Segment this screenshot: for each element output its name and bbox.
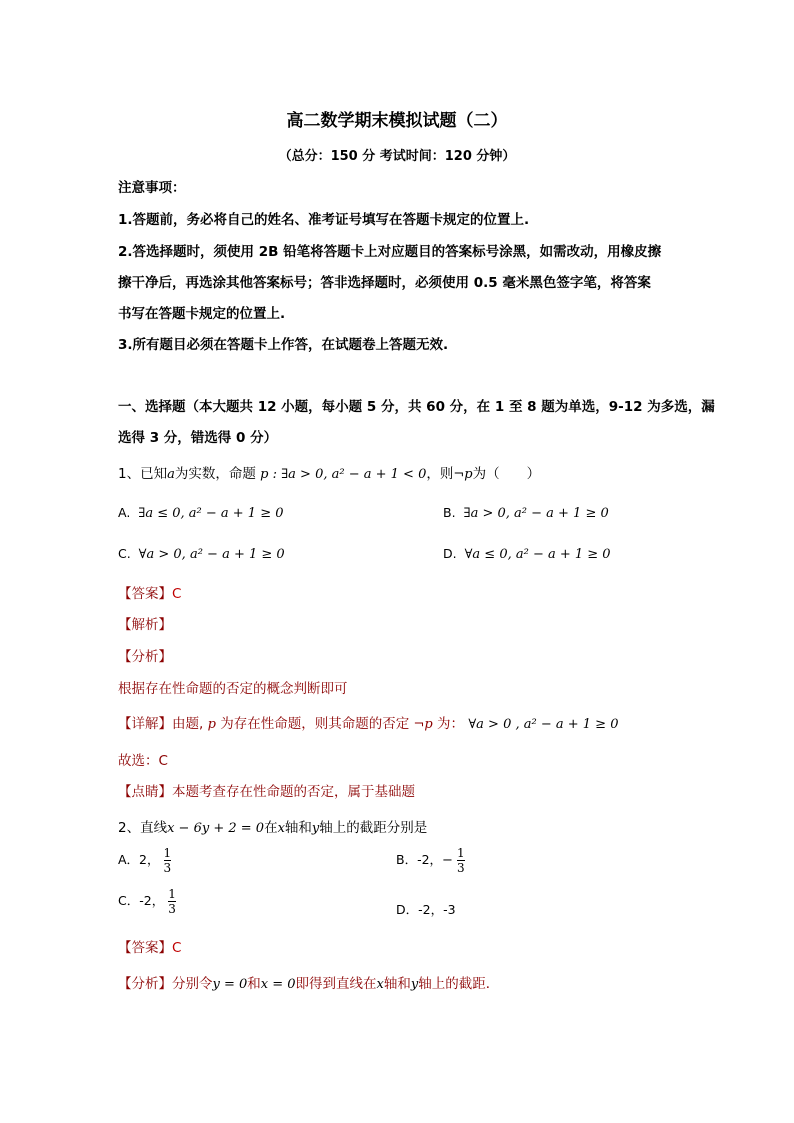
page-title: 高二数学期末模拟试题（二） — [286, 111, 508, 131]
q1-option-a: A. ∃a ≤ 0, a² − a + 1 ≥ 0 — [118, 505, 284, 521]
fraction: $\frac{1}{3}$ — [456, 846, 465, 875]
q1-dianjing: 【点睛】本题考查存在性命题的否定，属于基础题 — [118, 784, 415, 800]
q2-option-d: D．-2，-3 — [396, 902, 456, 917]
q1-fenxi-text: 根据存在性命题的否定的概念判断即可 — [118, 681, 348, 697]
question-1-stem: 1、已知a为实数，命题 p : ∃a > 0, a² − a + 1 < 0，则¬p为（ ） — [118, 466, 541, 482]
proposition-p: p : ∃a > 0, a² − a + 1 < 0 — [260, 467, 427, 482]
question-2-stem: 2、直线x − 6y + 2 = 0在x轴和y轴上的截距分别是 — [118, 820, 428, 836]
q1-jiexi-tag: 【解析】 — [118, 617, 172, 633]
exam-info: （总分：150 分 考试时间：120 分钟） — [278, 149, 516, 164]
q2-option-b: B．-2，− $\frac{1}{3}$ — [396, 846, 465, 875]
notes-item-2: 2.答选择题时，须使用 2B 铅笔将答题卡上对应题目的答案标号涂黑，如需改动，用橡皮擦 — [118, 244, 662, 260]
q1-fenxi-tag: 【分析】 — [118, 649, 172, 665]
section-heading: 一、选择题（本大题共 12 小题，每小题 5 分，共 60 分，在 1 至 8 题为单选，9-12 为多选，漏 — [118, 399, 715, 415]
q1-option-d: D. ∀a ≤ 0, a² − a + 1 ≥ 0 — [443, 546, 611, 562]
q2-answer: 【答案】C — [118, 940, 182, 956]
q2-option-a: A．2， $\frac{1}{3}$ — [118, 846, 172, 875]
q1-option-c: C. ∀a > 0, a² − a + 1 ≥ 0 — [118, 546, 285, 562]
notes-item-2-end: 书写在答题卡规定的位置上. — [118, 306, 286, 322]
q2-fenxi: 【分析】分别令y = 0和x = 0即得到直线在x轴和y轴上的截距． — [118, 976, 500, 992]
q2-option-c: C．-2， $\frac{1}{3}$ — [118, 887, 176, 916]
q1-xiangjie: 【详解】由题, p 为存在性命题，则其命题的否定 ¬p 为： ∀a > 0 , a² − a + 1 ≥ 0 — [118, 716, 619, 732]
notes-item-3: 3.所有题目必须在答题卡上作答，在试题卷上答题无效. — [118, 337, 449, 353]
fraction: $\frac{1}{3}$ — [168, 887, 176, 916]
notes-heading: 注意事项： — [118, 180, 186, 196]
q1-answer: 【答案】C — [118, 586, 182, 602]
q1-guxuan: 故选：C — [118, 753, 168, 769]
notes-item-1: 1.答题前，务必将自己的姓名、准考证号填写在答题卡规定的位置上. — [118, 212, 530, 228]
section-heading-cont: 选得 3 分，错选得 0 分） — [118, 430, 278, 446]
fraction: $\frac{1}{3}$ — [163, 846, 172, 875]
q1-option-b: B. ∃a > 0, a² − a + 1 ≥ 0 — [443, 505, 609, 521]
notes-item-2-cont: 擦干净后，再选涂其他答案标号；答非选择题时，必须使用 0.5 毫米黑色签字笔，将答案 — [118, 275, 651, 291]
